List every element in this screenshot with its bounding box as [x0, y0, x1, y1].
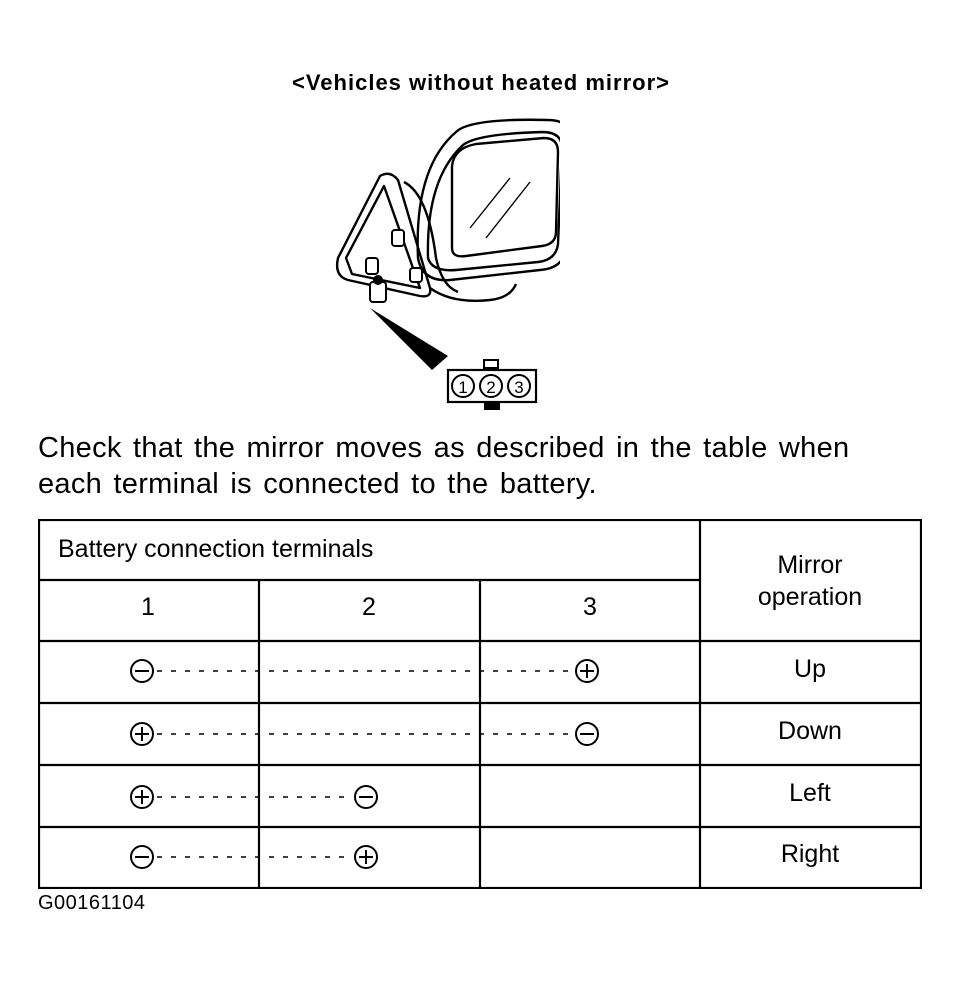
- negative-terminal-icon: [131, 660, 153, 682]
- instruction-text: [38, 430, 928, 502]
- terminal-header-2: 2: [362, 593, 376, 621]
- terminal-header-1: 1: [141, 593, 155, 621]
- operation-header-line-2: operation: [757, 583, 863, 611]
- operation-right: Right: [780, 840, 840, 868]
- positive-terminal-icon: [131, 786, 153, 808]
- connector-pin-2: 2: [486, 378, 496, 397]
- instruction-line-1: Check that the mirror moves as described in the table when: [38, 432, 850, 464]
- operation-up: Up: [794, 655, 826, 683]
- positive-terminal-icon: [355, 846, 377, 868]
- instruction-line-2: each terminal is connected to the battery.: [38, 468, 597, 500]
- connector-pin-1: 1: [458, 378, 468, 397]
- negative-terminal-icon: [576, 723, 598, 745]
- positive-terminal-icon: [131, 723, 153, 745]
- mirror-operation-header: [700, 549, 920, 613]
- mirror-illustration: [320, 108, 560, 418]
- operation-left: Left: [789, 779, 831, 807]
- connector-pin-3: 3: [514, 378, 524, 397]
- figure-heading: <Vehicles without heated mirror>: [292, 70, 670, 95]
- figure-code: G00161104: [38, 892, 146, 914]
- negative-terminal-icon: [355, 786, 377, 808]
- operation-header-line-1: Mirror: [777, 551, 843, 579]
- positive-terminal-icon: [576, 660, 598, 682]
- mirror-operation-table: [38, 519, 922, 889]
- negative-terminal-icon: [131, 846, 153, 868]
- operation-down: Down: [778, 717, 842, 745]
- battery-terminals-header: Battery connection terminals: [58, 535, 374, 563]
- side-mirror-drawing: [320, 108, 560, 418]
- terminal-header-3: 3: [583, 593, 597, 621]
